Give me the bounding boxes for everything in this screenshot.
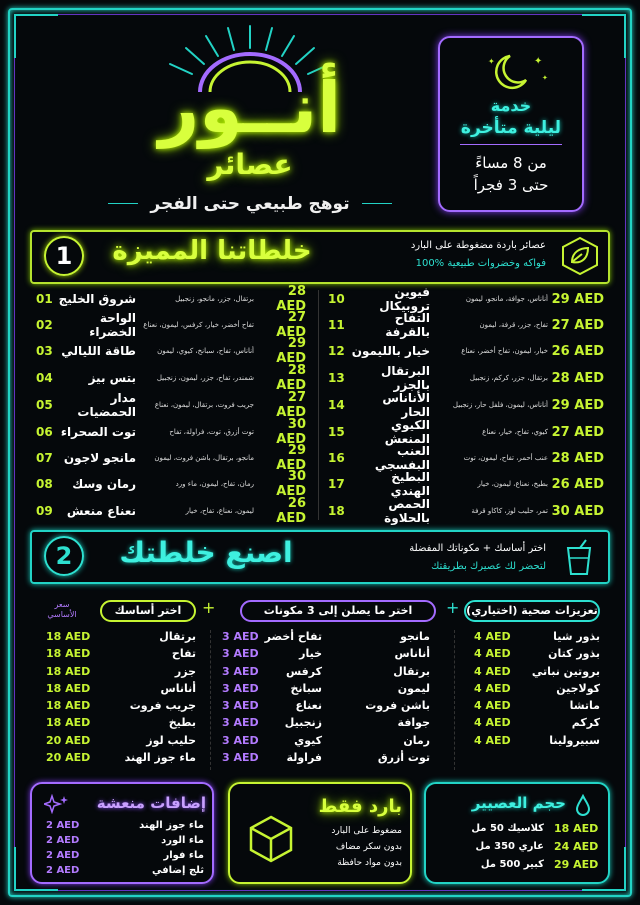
list-item: 07 مانجو لاجون مانجو، برتقال، باشن فروت، ليمون 29 AED (36, 443, 306, 473)
base-price-label: الأساسي (47, 610, 77, 619)
list-item: 06 توت الصحراء توت أزرق، توت، فراولة، تفاح 30 AED (36, 417, 306, 447)
ingredients-column-title: اختر ما يصلن إلى 3 مكونات (240, 600, 436, 622)
plus-icon: + (446, 598, 460, 617)
late-night-subtitle: ليلية متأخرة (460, 118, 562, 138)
list-item: 04 بتس بيز شمندر، تفاح، جزر، ليمون، زنجبيل 28 AED (36, 363, 306, 393)
brand-subtitle: عصائر (207, 148, 293, 181)
sizes-name-list: كلاسيك 50 مل عاري 350 مل كبير 500 مل (471, 823, 544, 870)
booster-price-list: 4 AED 4 AED 4 AED 4 AED 4 AED 4 AED 4 AED (474, 630, 511, 747)
brand-tagline: توهج طبيعي حتى الفجر (150, 194, 350, 214)
list-item: 13 البرتقال بالجزر برتقال، جزر، كركم، زنجبيل 28 AED (328, 364, 604, 392)
boosters-column-title: تعزيزات صحية (اختياري) (464, 600, 600, 622)
drop-icon (574, 794, 592, 816)
list-item: 11 التفاح بالقرفة تفاح، جزر، قرفة، ليمون 27 AED (328, 311, 604, 339)
brand-name: أنــور (158, 67, 342, 149)
svg-text:✦: ✦ (534, 56, 543, 67)
cold-only-title: بارد فقط (318, 796, 402, 817)
divider (460, 144, 562, 145)
moon-stars-icon (468, 50, 558, 90)
column-divider (318, 290, 319, 520)
section1-desc2: 100% فواكه وخضروات طبيعية (415, 258, 546, 269)
list-item: 15 الكيوي المنعش كيوي، تفاح، خيار، نعناع 27 AED (328, 418, 604, 446)
list-item: 14 الأناناس الحار أناناس، ليمون، فلفل حار، زنجبيل 29 AED (328, 391, 604, 419)
sparkle-icon (44, 794, 70, 814)
cold-only-line1: مضغوط على البارد (331, 826, 402, 836)
booster-name-list: بذور شيا بذور كتان بروتين نباتي كولاجين ماتشا كركم سبيرولينا (531, 630, 600, 747)
list-item: 17 البطيخ الهندي بطيخ، نعناع، ليمون، خيار 26 AED (328, 470, 604, 498)
column-divider (210, 630, 211, 770)
section2-desc2: لتحضر لك عصيرك بطريقتك (431, 561, 546, 572)
base-price-list: 18 AED 18 AED 18 AED 18 AED 18 AED 18 AED 20 AED 20 AED (46, 630, 91, 765)
sizes-price-list: 18 AED 24 AED 29 AED (554, 822, 599, 871)
leaf-icon (560, 236, 600, 276)
late-night-from: من 8 مساءً (475, 154, 547, 172)
list-item: 09 نعناع منعش ليمون، نعناع، تفاح، خيار 26 AED (36, 496, 306, 526)
base-price-label: سعر (54, 600, 70, 609)
ingredient-price-list: 3 AED 3 AED 3 AED 3 AED 3 AED 3 AED 3 AED 3 AED (222, 630, 259, 765)
ingredient-name-list: مانجو أناناس برتقال ليمون باشن فروت جوافة رمان توت أزرق (365, 630, 430, 765)
cup-icon (562, 538, 596, 578)
extras-name-list: ماء جوز الهند ماء الورد ماء فوار ثلج إضافي (139, 820, 204, 876)
ingredient-name-list: تفاح أخضر خيار كرفس سبانخ نعناع زنجبيل كيوي فراولة (264, 630, 322, 765)
list-item: 03 طاقة الليالي أناناس، تفاح، سبانخ، كيوي، ليمون 29 AED (36, 336, 306, 366)
tagline-divider (108, 203, 138, 204)
corner-ornament (14, 14, 58, 58)
column-divider (454, 630, 455, 770)
cold-only-card (228, 782, 412, 884)
cold-only-line2: بدون سكر مضاف (335, 842, 402, 852)
base-column-title: اختر أساسك (100, 600, 196, 622)
section2-title: اصنع خلطتك (119, 536, 293, 569)
base-name-list: برتقال تفاح جزر أناناس جريب فروت بطيخ حليب لوز ماء جوز الهند (124, 630, 196, 765)
section1-title: خلطاتنا المميزة (112, 236, 312, 266)
section2-number: 2 (44, 536, 84, 576)
late-night-card (438, 36, 584, 212)
list-item: 01 شروق الخليج برتقال، جزر، مانجو، زنجبيل 28 AED (36, 284, 306, 314)
list-item: 18 الحمص بالحلاوة تمر، حليب لوز، كاكاو قرفة 30 AED (328, 497, 604, 525)
extras-price-list: 2 AED 2 AED 2 AED 2 AED (46, 820, 80, 876)
tagline-divider (362, 203, 392, 204)
section1-desc1: عصائر باردة مضغوطة على البارد (410, 240, 546, 251)
svg-text:✦: ✦ (542, 74, 548, 82)
list-item: 02 الواحة الخضراء تفاح أخضر، خيار، كرفس، ليمون، نعناع 27 AED (36, 310, 306, 340)
extras-title: إضافات منعشة (96, 794, 206, 812)
cube-icon (248, 814, 294, 864)
section2-desc1: اختر أساسك + مكوناتك المفضلة (409, 543, 546, 554)
corner-ornament (582, 14, 626, 58)
section1-number: 1 (44, 236, 84, 276)
sizes-title: حجم العصيير (471, 794, 566, 812)
list-item: 12 خيار بالليمون خيار، ليمون، تفاح أخضر، نعناع 26 AED (328, 343, 604, 359)
sizes-card (424, 782, 610, 884)
list-item: 10 فيوين تروبيكال أناناس، جوافة، مانجو، ليمون 29 AED (328, 285, 604, 313)
list-item: 05 مدار الحمضيات جريب فروت، برتقال، ليمون، نعناع 27 AED (36, 390, 306, 420)
list-item: 08 رمان وسك رمان، تفاح، ليمون، ماء ورد 30 AED (36, 469, 306, 499)
cold-only-line3: بدون مواد حافظة (337, 858, 402, 868)
extras-card (30, 782, 214, 884)
list-item: 16 العنب البفسجي عنب أحمر، تفاح، ليمون، توت 28 AED (328, 444, 604, 472)
svg-text:✦: ✦ (488, 57, 495, 66)
late-night-to: حتى 3 فجراً (473, 176, 549, 194)
late-night-title: خدمة (490, 96, 532, 115)
plus-icon: + (202, 598, 216, 617)
